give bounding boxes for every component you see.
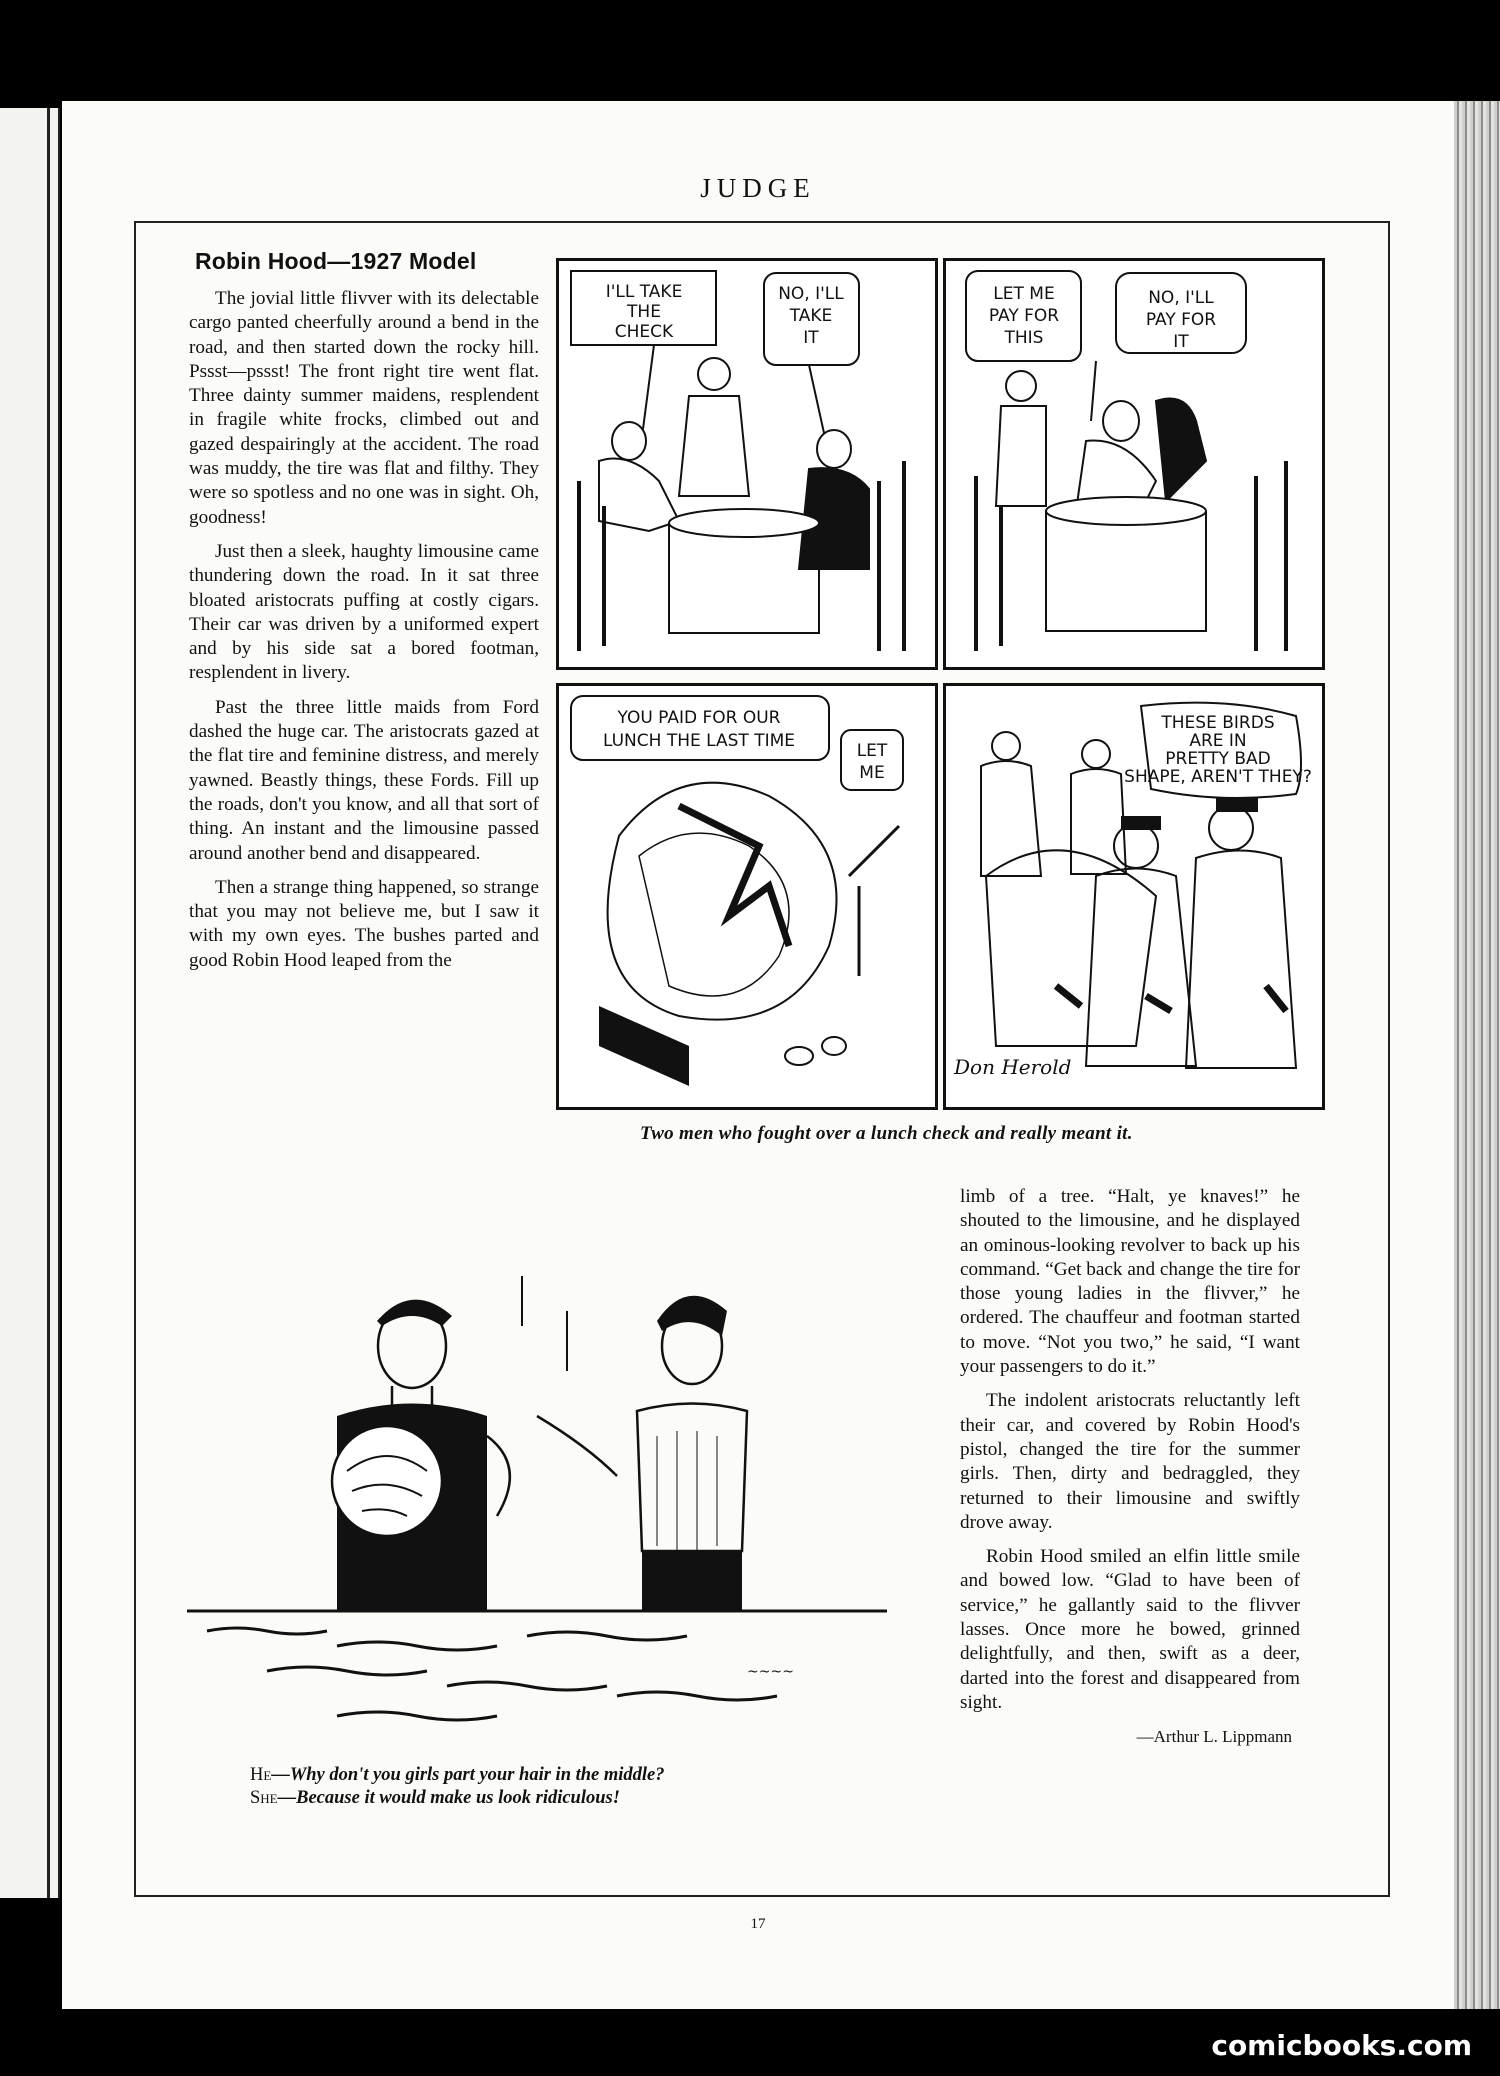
svg-text:TAKE: TAKE xyxy=(789,306,833,326)
svg-text:~~~~: ~~~~ xyxy=(747,1664,794,1680)
svg-text:LUNCH THE LAST TIME: LUNCH THE LAST TIME xyxy=(602,731,796,751)
swimmers-cartoon xyxy=(187,1276,887,1756)
svg-text:PAY FOR: PAY FOR xyxy=(1145,310,1217,330)
article-column-left xyxy=(189,287,539,983)
author-byline: —Arthur L. Lippmann xyxy=(1136,1727,1292,1747)
cartoon-caption xyxy=(250,1764,665,1810)
svg-text:THE: THE xyxy=(627,302,661,322)
comic-panel-3 xyxy=(556,683,938,1110)
svg-text:CHECK: CHECK xyxy=(614,322,674,342)
artist-signature: Don Herold xyxy=(954,1055,1072,1079)
page-number: 17 xyxy=(750,1916,766,1932)
svg-text:ARE IN: ARE IN xyxy=(1189,731,1247,751)
dialogue-text: —Why don't you girls part your hair in the middle? xyxy=(271,1765,665,1785)
svg-text:IT: IT xyxy=(803,328,819,348)
article-paragraph: Then a strange thing happened, so strange that you may not believe me, but I saw it with my own eyes. The bushes parted and good Robin Hood leaped from the xyxy=(189,876,539,971)
svg-text:NO, I'LL: NO, I'LL xyxy=(778,284,844,304)
svg-text:YOU PAID FOR OUR: YOU PAID FOR OUR xyxy=(617,708,781,728)
dialogue-text: —Because it would make us look ridiculous! xyxy=(277,1788,620,1808)
adjacent-page-edge xyxy=(0,108,60,1898)
cartoon-caption-line-he xyxy=(250,1764,665,1787)
article-paragraph: limb of a tree. “Halt, ye knaves!” he shouted to the limousine, and he displayed an ominous-looking revolver to back up his command. “Get back and change the tire for those young ladies in the flivver,” he ordered. The chauffeur and footman started to move. “Not you two,” he said, “I want your passengers to do it.” xyxy=(960,1186,1300,1378)
article-paragraph: Robin Hood smiled an elfin little smile and bowed low. “Glad to have been of service,” he gallantly said to the flivver lasses. Once more he bowed, grinned delightfully, and then, swift as a deer, darted into the forest and disappeared from sight. xyxy=(960,1546,1300,1713)
speech-bubble-text: I'LL TAKE xyxy=(605,282,683,302)
svg-text:IT: IT xyxy=(1173,332,1189,352)
article-paragraph: The indolent aristocrats reluctantly left their car, and covered by Robin Hood's pistol, changed the tire for the summer girls. Then, dirty and bedraggled, they returned to their limousine and swiftly drove away. xyxy=(960,1390,1300,1533)
svg-text:SHAPE, AREN'T THEY?: SHAPE, AREN'T THEY? xyxy=(1124,767,1312,787)
svg-text:THESE BIRDS: THESE BIRDS xyxy=(1161,713,1275,733)
svg-text:PAY FOR: PAY FOR xyxy=(988,306,1060,326)
comic-panel-4 xyxy=(943,683,1325,1110)
svg-text:NO, I'LL: NO, I'LL xyxy=(1148,288,1214,308)
speaker-label: She xyxy=(250,1788,278,1808)
article-paragraph: The jovial little flivver with its delectable cargo panted cheerfully around a bend in the road, and then started down the rocky hill. Pssst—pssst! The front right tire went flat. Three dainty summer maidens, resplendent in fragile white frocks, climbed out and gazed despairingly at the accident. The road was muddy, the tire was flat and filthy. They were so spotless and no one was in sight. Oh, goodness! xyxy=(189,288,539,528)
svg-text:ME: ME xyxy=(859,763,885,783)
cartoon-caption-line-she xyxy=(250,1787,665,1810)
magazine-page xyxy=(62,101,1454,2009)
article-paragraph: Just then a sleek, haughty limousine came thundering down the road. In it sat three bloated aristocrats puffing at costly cigars. Their car was driven by a uniformed expert and by his side sat a bored footman, resplendent in livery. xyxy=(189,540,539,684)
watermark: comicbooks.com xyxy=(1211,2029,1472,2062)
article-column-right xyxy=(960,1185,1300,1750)
svg-text:PRETTY BAD: PRETTY BAD xyxy=(1165,749,1271,769)
page-stack-edge xyxy=(1454,101,1500,2009)
comic-caption: Two men who fought over a lunch check and really meant it. xyxy=(640,1123,1133,1144)
comic-panel-1 xyxy=(556,258,938,670)
speaker-label: He xyxy=(250,1765,272,1785)
svg-text:LET ME: LET ME xyxy=(993,284,1055,304)
comic-panel-2 xyxy=(943,258,1325,670)
svg-text:LET: LET xyxy=(856,741,888,761)
article-title: Robin Hood—1927 Model xyxy=(195,248,477,274)
svg-text:THIS: THIS xyxy=(1004,328,1044,348)
running-header: JUDGE xyxy=(700,173,816,203)
article-paragraph: Past the three little maids from Ford dashed the huge car. The aristocrats gazed at the flat tire and feminine distress, and merely yawned. Beastly things, these Fords. Fill up the roads, don't you know, and all that sort of thing. An instant and the limousine passed around another bend and disappeared. xyxy=(189,696,539,864)
